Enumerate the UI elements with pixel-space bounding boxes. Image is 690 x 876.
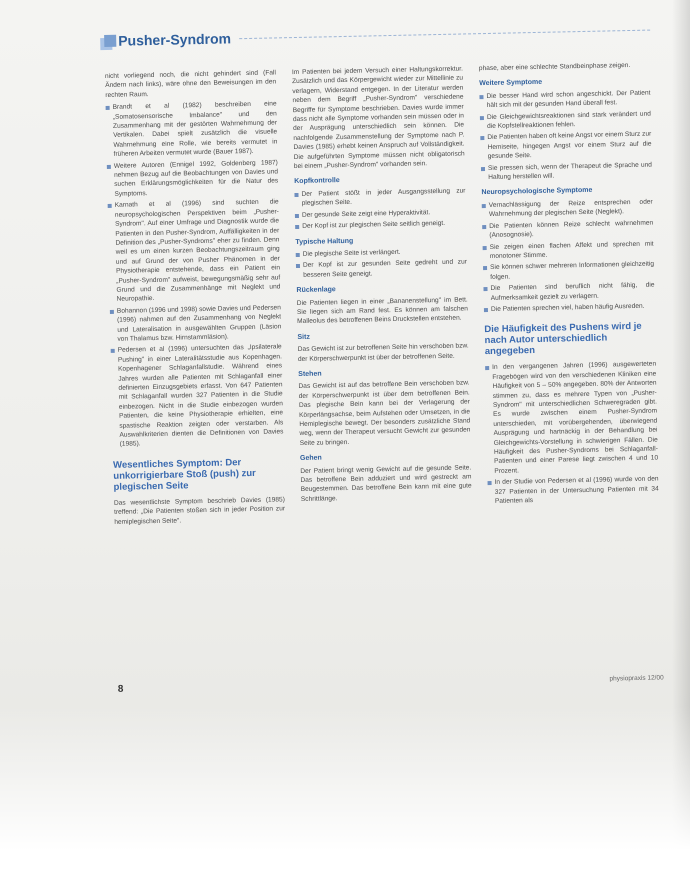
- header-square-icon: [104, 35, 116, 47]
- paragraph: Das Gewicht ist zur betroffenen Seite hin verschoben bzw. der Körperschwerpunkt ist über der betroffenen Seite.: [297, 342, 469, 363]
- subheading: Sitz: [297, 333, 311, 341]
- subheading: Weitere Symptome: [479, 79, 543, 88]
- page-bottom-fade: [0, 706, 690, 876]
- list-item: Brandt et al (1982) beschreiben eine „Somatosensorische Imbalance" und den Zusammenhang mit der gestörten Wahrnehmung der Vertikalen. Dabei spielt zusätzlich die visuelle Wahrnehmung eine Rolle, wie bereits vermutet in früheren Arbeiten vermutet wurde (Bauer 1987).: [106, 100, 278, 160]
- list-item: Die Patienten können Reize schlecht wahrnehmen (Anosognosie).: [482, 218, 653, 240]
- text-columns: [105, 61, 664, 682]
- list-item: Der gesunde Seite zeigt eine Hyperaktivität.: [295, 207, 466, 220]
- subheading: Gehen: [299, 454, 322, 463]
- list-item: Die Gleichgewichtsreaktionen sind stark verändert und die Kopfstellreaktionen fehlen.: [480, 109, 651, 131]
- header-rule: [239, 29, 650, 39]
- column-1: [105, 68, 289, 681]
- page-number: 8: [117, 683, 124, 695]
- subheading: Kopfkontrolle: [294, 177, 340, 186]
- column-3: [479, 61, 663, 674]
- list-item: Pedersen et al (1996) untersuchten das „Ipsilaterale Pushing" in einer Lateralitätsstudie aus Kopenhagen. Kopenhagener Schlaganfallstudie. Während eines Jahres wurden alle Patienten mit Schlaganfall einer definierten Einzugsgebiets erfasst. Von 647 Patienten mit Schlaganfall wurden 327 Patienten in die Studie einbezogen. Nicht in die Studie einbezogen wurden Patienten, die keine Physiotherapie erhielten, eine spastische Reaktion zeigten oder verstarben. Als Auswahlkriterien dienten die Definitionen von Davies (1985).: [111, 343, 284, 450]
- list-item: Bohannon (1996 und 1998) sowie Davies und Pedersen (1996) nahmen auf den Zusammenhang von Neglekt und Lateralisation in ausgewählten Gruppen (Läsion von Thalamus bzw. Hirnstammläsion).: [110, 303, 282, 344]
- paragraph: Im Patienten bei jedem Versuch einer Haltungskorrektur. Zusätzlich und das Körpergewicht wieder zur Mittellinie zu verlagern, Widerstand entgegen. In der Literatur werden neben dem Begriff „Pusher-Syndrom" verschiedene Begriffe für Symptome beschrieben. Davies wurde immer dass nicht alle Symptome vorhanden sein müssen oder in der Ausprägung unterschiedlich sein können. Die nachfolgende Zusammenstellung der Symptome nach P. Davies (1985) erhebt keinen Anspruch auf Vollständigkeit. Die aufgeführten Symptome müssen nicht obligatorisch bei einem „Pusher-Syndrom" vorhanden sein.: [291, 65, 465, 171]
- column-2: [292, 64, 476, 677]
- paragraph: nicht vorliegend noch, die nicht gehindert sind (Fall Ändern nach links), wäre ohne den Beweisungen im den rechten Raum.: [104, 69, 277, 99]
- subheading: Rückenlage: [296, 286, 336, 295]
- subheading: Neuropsychologische Symptome: [481, 187, 593, 197]
- list-item: Die plegische Seite ist verlängert.: [296, 246, 467, 259]
- header-title: Pusher-Syndrom: [118, 30, 232, 49]
- subheading: Stehen: [298, 370, 322, 378]
- list-item: Der Kopf ist zur plegischen Seite seitlich geneigt.: [295, 219, 466, 232]
- list-item: Der Kopf ist zur gesunden Seite gedreht und zur besseren Seite geneigt.: [296, 258, 467, 280]
- section-heading: Die Häufigkeit des Pushens wird je nach Autor unterschiedlich angegeben: [484, 321, 642, 358]
- paragraph: phase, aber eine schlechte Standbeinphase zeigen.: [478, 61, 631, 73]
- list-item: Der Patient stößt in jeder Ausgangsstellung zur plegischen Seite.: [294, 186, 465, 208]
- paragraph: Der Patient bringt wenig Gewicht auf die gesunde Seite. Das betroffene Bein adduziert und wird gestreckt am Beugestemmen. Das betroffene Bein kann mit eine gute Schrittlänge.: [300, 464, 472, 503]
- list-item: In den vergangenen Jahren (1996) ausgewerteten Fragebögen wird von den verschiedenen Kliniken eine Häufigkeit von 5 – 50% angegeben. 80% der Antworten stimmen zu, dass es mehrere Typen von „Pusher-Syndrom" mit unterschiedlichen Schweregraden gibt. Es wurde zwischen einem Pusher-Syndrom unterschieden, mit vorübergehenden, überwiegend Ausprägung und hartnäckig in der Behandlung bei Gleichgewichts-Vorstellung in schwierigen Fällen. Die Häufigkeit des Pusher-Syndroms bei Schlaganfall-Patienten und einer Parese liegt zwischen 4 und 10 Prozent.: [485, 360, 658, 476]
- list-item: Die Patienten haben oft keine Angst vor einem Sturz zur Hemiseite, hingegen Angst vor einem Sturz auf die gesunde Seite.: [480, 130, 652, 162]
- list-item: Karnath et al (1996) sind suchten die neuropsychologischen Perspektiven beim „Pusher-Syndrom". Auf einer Umfrage und Diagnostik wurde die Patienten in den Pusher-Syndrom, Auffälligkeiten in der Definition des „Pusher-Syndroms" eher zu finden. Denn weil es um einen kurzen Beobachtungszeitraum ging und auf Grund der von Pusher Phänomen in der Physiotherapie entstehende, dass ein Patient ein „Pusher-Syndrom" aufweist, bewegungsmäßig sehr auf Grund und die Zusammenhänge mit Neglekt und Neuropathie.: [108, 198, 281, 305]
- list-item: Sie können schwer mehreren Informationen gleichzeitig folgen.: [483, 260, 654, 282]
- list-item: In der Studie von Pedersen et al (1996) wurde von den 327 Patienten in der Untersuchung Patienten mit 34 Patienten als: [487, 475, 659, 507]
- list-item: Sie zeigen einen flachen Affekt und sprechen mit monotoner Stimme.: [483, 239, 654, 261]
- list-item: Die besser Hand wird schon angeschickt. Der Patient hält sich mit der gesunden Hand überall fest.: [479, 88, 650, 110]
- list-item: Sie pressen sich, wenn der Therapeut die Sprache und Haltung herstellen will.: [481, 160, 652, 182]
- page-header: [104, 19, 650, 52]
- list-item: Vernachlässigung der Reize entsprechen oder Wahrnehmung der plegischen Seite (Neglekt).: [482, 197, 653, 219]
- footer-source: physiopraxis 12/00: [609, 673, 664, 683]
- section-heading: Wesentliches Symptom: Der unkorrigierbare Stoß (push) zur plegischen Seite: [113, 457, 256, 493]
- subheading: Typische Haltung: [295, 237, 354, 246]
- magazine-page: [104, 19, 664, 700]
- paragraph: Das wesentlichste Symptom beschrieb Davies (1985) treffend: „Die Patienten stoßen sich in jeder Position zur hemiplegischen Seite".: [113, 496, 286, 526]
- list-item: Die Patienten sprechen viel, haben häufig Ausreden.: [484, 301, 655, 314]
- paragraph: Die Patienten liegen in einer „Bananenstellung" im Bett. Sie liegen sich am Rand fest. Es können am falschen Malleolus des betroffenen Beins Druckstellen entstehen.: [296, 295, 468, 326]
- paragraph: Das Gewicht ist auf das betroffene Bein verschoben bzw. der Körperschwerpunkt ist über dem betroffenen Bein. Das plegische Bein kann bei der Verlagerung der Körperlängsachse, beim Aufstehen oder Umsetzen, in die Hemiplegische bewegt. Der besonders zusätzliche Stand weg, wenn der Therapeut versucht Gewicht zur gesunden Seite zu bringen.: [298, 379, 471, 447]
- list-item: Die Patienten sind beruflich nicht fähig, die Aufmerksamkeit gezielt zu verlagern.: [483, 281, 654, 303]
- list-item: Weitere Autoren (Ennigel 1992, Goldenberg 1987) nehmen Bezug auf die Beobachtungen von Davies und suchen Erklärungsmöglichkeiten für die Natur des Symptoms.: [107, 158, 279, 199]
